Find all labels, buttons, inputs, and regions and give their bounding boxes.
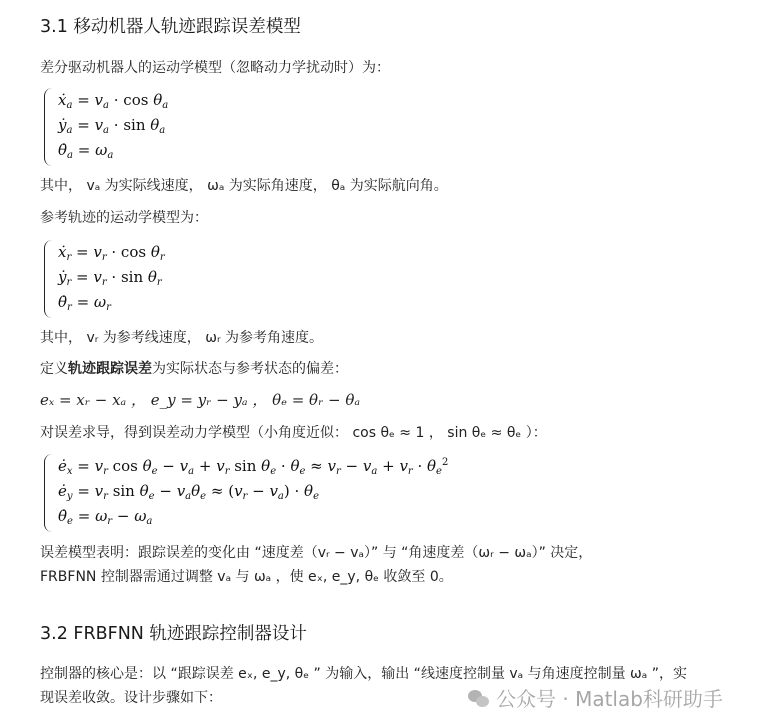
heading-text: 3.2 FRBFNN 轨迹跟踪控制器设计	[40, 624, 307, 644]
equation-row: $ė_y = v_r$ $\sin \theta_e - v_a\theta_e \approx (v_r - v_a) \cdot \theta_e$	[58, 482, 319, 502]
error-definition	[40, 358, 348, 380]
kinematic-intro: 差分驱动机器人的运动学模型（忽略动力学扰动时）为：	[40, 60, 390, 76]
actual-kinematic-equations	[44, 88, 169, 166]
text: 为实际状态与参考状态的偏差：	[152, 361, 348, 377]
equation-row: ẋ$_r$ = $v_r \cdot \cos \theta_r$	[58, 243, 165, 263]
controller-intro-line-2: 现误差收敛。设计步骤如下：	[40, 690, 222, 706]
left-brace-icon	[44, 454, 54, 532]
derivative-intro: 对误差求导，得到误差动力学模型（小角度近似： cos θₑ ≈ 1 ， sin θₑ ≈ θₑ ）：	[40, 425, 547, 441]
reference-variable-description: 其中， vᵣ 为参考线速度， ωᵣ 为参考角速度。	[40, 330, 324, 346]
text: 定义	[40, 361, 68, 377]
section-heading-3-2	[40, 620, 307, 645]
heading-text: 3.1 移动机器人轨迹跟踪误差模型	[40, 17, 301, 37]
watermark	[468, 683, 723, 712]
conclusion-line-2: FRBFNN 控制器需通过调整 vₐ 与 ωₐ ，使 eₓ, e_y, θₑ 收敛至 0。	[40, 569, 453, 585]
equation-row: ẏ$_r$ = $v_r \cdot \sin \theta_r$	[58, 268, 162, 288]
error-dynamics-equations	[44, 454, 449, 532]
section-heading-3-1	[40, 13, 301, 38]
equation-row: ẏ$_a$ = $v_a \cdot \sin \theta_a$	[58, 116, 166, 136]
controller-intro-line-1: 控制器的核心是：以 “跟踪误差 eₓ, e_y, θₑ ” 为输入，输出 “线速度控制量 vₐ 与角速度控制量 ωₐ ”，实	[40, 666, 687, 682]
left-brace-icon	[44, 88, 54, 166]
equation-row: $\thetȧ_r = \omega_r$	[58, 293, 111, 313]
actual-variable-description: 其中， vₐ 为实际线速度， ωₐ 为实际角速度， θₐ 为实际航向角。	[40, 178, 448, 194]
watermark-text: 公众号 · Matlab科研助手	[496, 687, 723, 711]
left-brace-icon	[44, 240, 54, 318]
equation-row: ẋ$_a$ = $v_a \cdot \cos \theta_a$	[58, 91, 169, 111]
error-equations: eₓ = xᵣ − xₐ ， e_y = yᵣ − yₐ ， θₑ = θᵣ − θₐ	[40, 391, 361, 409]
reference-intro: 参考轨迹的运动学模型为：	[40, 210, 208, 226]
bold-term: 轨迹跟踪误差	[68, 361, 152, 377]
reference-kinematic-equations	[44, 240, 165, 318]
equation-row: $\thetȧ_a = \omega_a$	[58, 141, 114, 161]
conclusion-line-1: 误差模型表明：跟踪误差的变化由 “速度差（vᵣ − vₐ）” 与 “角速度差（ωᵣ − ωₐ）” 决定，	[40, 545, 593, 561]
equation-row: $\thetȧ_e = \omega_r - \omega_a$	[58, 507, 153, 527]
equation-row: $ė_x = v_r$ $\cos \theta_e - v_a + v_r$ $\sin \theta_e \cdot \theta_e \approx v_r - v_a + v_r \cdot \theta_e^2$	[58, 457, 449, 477]
wechat-icon	[468, 690, 490, 708]
